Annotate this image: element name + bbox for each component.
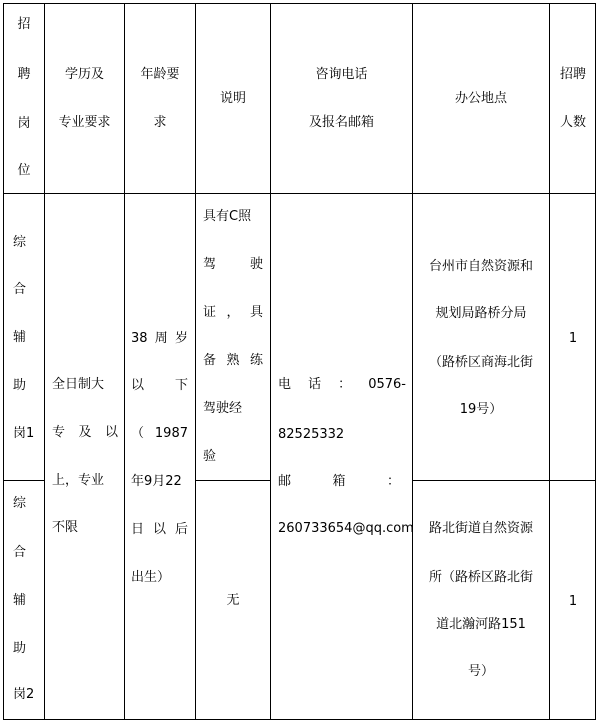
notes-word: 驶 [249, 257, 263, 272]
age-line: 出生） [131, 570, 171, 585]
header-age-line: 求 [153, 115, 167, 130]
education-word: 及 [78, 425, 92, 440]
notes-line: 驾驶经 [203, 401, 243, 416]
education-word: 以 [104, 425, 118, 440]
age-word: 1987 [154, 426, 188, 441]
age-line [131, 523, 188, 536]
office-line: （路桥区商海北街 [428, 355, 533, 370]
age-line: 年9月22 [131, 474, 182, 489]
contact-word: 话 [308, 377, 322, 392]
position-char: 岗1 [13, 426, 35, 441]
age-line [131, 379, 188, 392]
education-line: 全日制大 [52, 377, 105, 392]
position-char: 辅 [13, 330, 27, 345]
notes-line: 验 [203, 449, 217, 464]
age-word: 周 [154, 331, 168, 346]
age-word: 日 [131, 522, 145, 537]
age-word: 下 [174, 378, 188, 393]
age-word: 以 [131, 378, 145, 393]
header-education-line: 学历及 [64, 67, 104, 82]
age-line [131, 332, 188, 345]
contact-word: ： [338, 377, 352, 392]
header-contact-line: 咨询电话 [315, 67, 368, 82]
notes-line [203, 354, 263, 367]
header-position-char: 聘 [17, 67, 31, 82]
age-line [131, 427, 188, 440]
age-word: 后 [174, 522, 188, 537]
header-position-char: 位 [17, 163, 31, 178]
office-line: 号） [467, 664, 494, 679]
office-line: 所（路桥区路北街 [428, 570, 533, 585]
header-contact-line: 及报名邮箱 [308, 115, 374, 130]
header-count-line: 招聘 [559, 67, 586, 82]
position-char: 合 [13, 545, 27, 560]
contact-word: 电 [278, 377, 292, 392]
row1-count: 1 [568, 331, 578, 346]
office-line: 路北街道自然资源 [428, 521, 533, 536]
header-education-line: 专业要求 [58, 115, 111, 130]
row2-notes: 无 [226, 593, 240, 608]
header-age-line: 年龄要 [140, 67, 180, 82]
contact-phone-number: 82525332 [278, 427, 345, 442]
position-char: 综 [13, 235, 27, 250]
header-office: 办公地点 [454, 91, 507, 106]
notes-word: 驾 [203, 257, 217, 272]
contact-word: 箱 [332, 474, 346, 489]
position-char: 助 [13, 378, 27, 393]
notes-word: 备 [203, 353, 217, 368]
notes-line [203, 306, 263, 319]
notes-line [203, 258, 263, 271]
position-char: 辅 [13, 593, 27, 608]
office-line: 台州市自然资源和 [428, 259, 533, 274]
header-position-char: 招 [17, 17, 31, 32]
office-line: 道北瀚河路151 [436, 617, 526, 632]
notes-word: 具 [249, 305, 263, 320]
education-line [52, 426, 118, 439]
contact-phone-row [278, 378, 406, 391]
header-count-line: 人数 [559, 115, 586, 130]
header-position-char: 岗 [17, 116, 31, 131]
position-char: 助 [13, 641, 27, 656]
contact-word: ： [386, 474, 400, 489]
notes-word: ， [226, 305, 240, 320]
notes-line: 具有C照 [203, 209, 252, 224]
office-line: 规划局路桥分局 [435, 306, 527, 321]
contact-email[interactable]: 260733654@qq.com [278, 521, 414, 536]
position-char: 综 [13, 496, 27, 511]
notes-word: 熟 [226, 353, 240, 368]
contact-word: 0576- [368, 377, 406, 392]
position-char: 合 [13, 282, 27, 297]
office-line: 19号） [459, 402, 503, 417]
notes-word: 练 [249, 353, 263, 368]
education-line: 不限 [52, 520, 79, 535]
education-word: 专 [52, 425, 66, 440]
row2-count: 1 [568, 594, 578, 609]
age-word: （ [131, 426, 145, 441]
age-word: 岁 [174, 331, 188, 346]
contact-email-row [278, 475, 400, 488]
notes-word: 证 [203, 305, 217, 320]
position-char: 岗2 [13, 687, 35, 702]
header-notes: 说明 [219, 91, 246, 106]
contact-word: 邮 [278, 474, 292, 489]
age-word: 以 [152, 522, 166, 537]
age-word: 38 [131, 331, 148, 346]
education-line: 上，专业 [52, 473, 105, 488]
